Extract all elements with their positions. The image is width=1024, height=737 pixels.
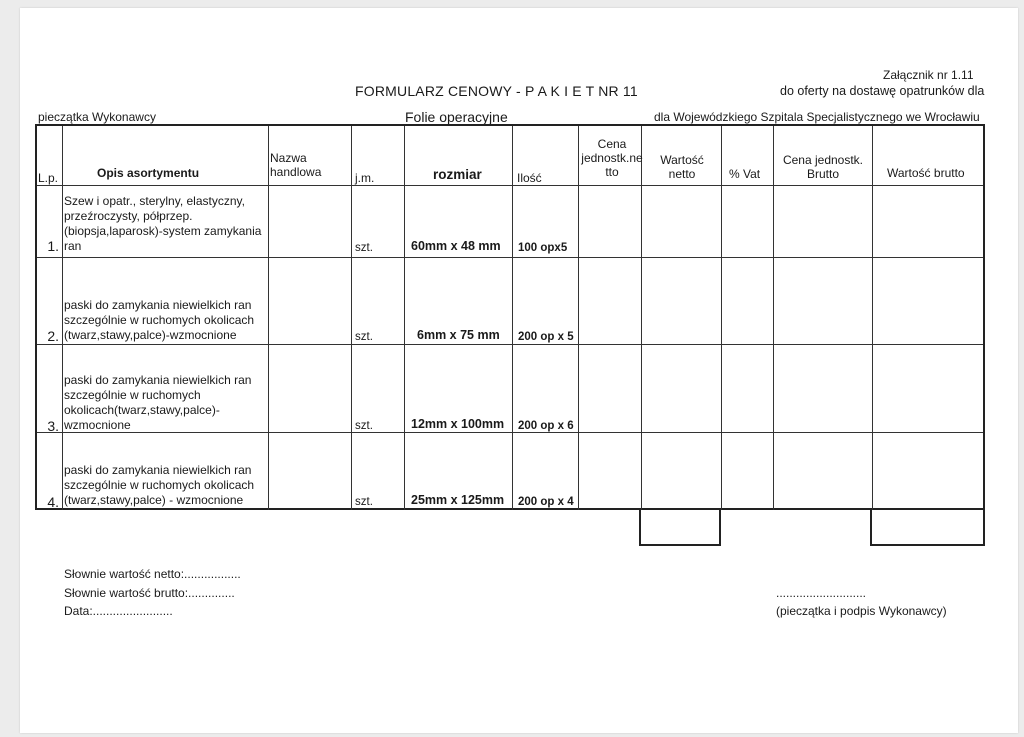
row-size: 6mm x 75 mm — [417, 328, 500, 342]
row-quantity: 200 op x 5 — [518, 331, 574, 343]
annex-number: Załącznik nr 1.11 — [883, 68, 974, 82]
col-value-net-header: Wartość netto — [660, 153, 704, 181]
signature-label: (pieczątka i podpis Wykonawcy) — [776, 604, 947, 618]
row-quantity: 200 op x 4 — [518, 496, 574, 508]
offer-text: do oferty na dostawę opatrunków dla — [780, 84, 985, 98]
price-table — [35, 124, 985, 510]
row-number: 2. — [47, 328, 59, 344]
col-unit-price-gross-header: Cena jednostk. Brutto — [782, 153, 864, 181]
row-unit: szt. — [355, 420, 373, 432]
row-size: 60mm x 48 mm — [411, 239, 501, 253]
row-description: Szew i opatr., sterylny, elastyczny, przeźroczysty, półprzep.(biopsja,laparosk)-system zamykania ran — [64, 194, 262, 253]
row-size: 12mm x 100mm — [411, 417, 505, 431]
row-quantity: 200 op x 6 — [518, 420, 574, 432]
row-size: 25mm x 125mm — [411, 493, 505, 507]
col-value-gross-header: Wartość brutto — [887, 166, 965, 180]
row-number: 1. — [47, 238, 59, 254]
row-description: paski do zamykania niewielkich ran szczególnie w ruchomych okolicach (twarz,stawy,palce)-wzmocnione — [64, 298, 255, 342]
col-quantity-header: Ilość — [517, 171, 542, 185]
row-quantity: 100 opx5 — [518, 242, 568, 254]
row-unit: szt. — [355, 331, 373, 343]
total-net-box[interactable] — [639, 508, 721, 546]
row-unit: szt. — [355, 496, 373, 508]
row-number: 4. — [47, 494, 59, 510]
col-vat-header: % Vat — [729, 167, 761, 181]
words-net-field[interactable]: Słownie wartość netto:................. — [64, 567, 241, 581]
total-gross-box[interactable] — [870, 508, 985, 546]
row-unit: szt. — [355, 242, 373, 254]
form-title: FORMULARZ CENOWY - P A K I E T NR 11 — [355, 83, 638, 99]
words-gross-field[interactable]: Słownie wartość brutto:.............. — [64, 586, 235, 600]
col-description-header: Opis asortymentu — [97, 166, 200, 180]
col-unit-price-net-header: Cena jednostk.ne tto — [581, 137, 643, 179]
col-size-header: rozmiar — [433, 167, 482, 182]
col-unit-header: j.m. — [355, 171, 375, 185]
row-description: paski do zamykania niewielkich ran szczególnie w ruchomych okolicach (twarz,stawy,palce) - wzmocnione — [64, 463, 255, 507]
row-description: paski do zamykania niewielkich ran szczególnie w ruchomych okolicach(twarz,stawy,palce)- wzmocnione — [64, 373, 252, 432]
col-trade-name-header: Nazwa handlowa — [270, 151, 322, 179]
row-number: 3. — [47, 418, 59, 434]
package-subtitle: Folie operacyjne — [405, 109, 508, 125]
col-lp-header: L.p. — [38, 171, 59, 185]
hospital-name: dla Wojewódzkiego Szpitala Specjalistycznego we Wrocławiu — [654, 110, 980, 124]
date-field[interactable]: Data:........................ — [64, 604, 173, 618]
signature-line[interactable]: ........................... — [776, 586, 867, 600]
contractor-stamp-label: pieczątka Wykonawcy — [38, 110, 156, 124]
